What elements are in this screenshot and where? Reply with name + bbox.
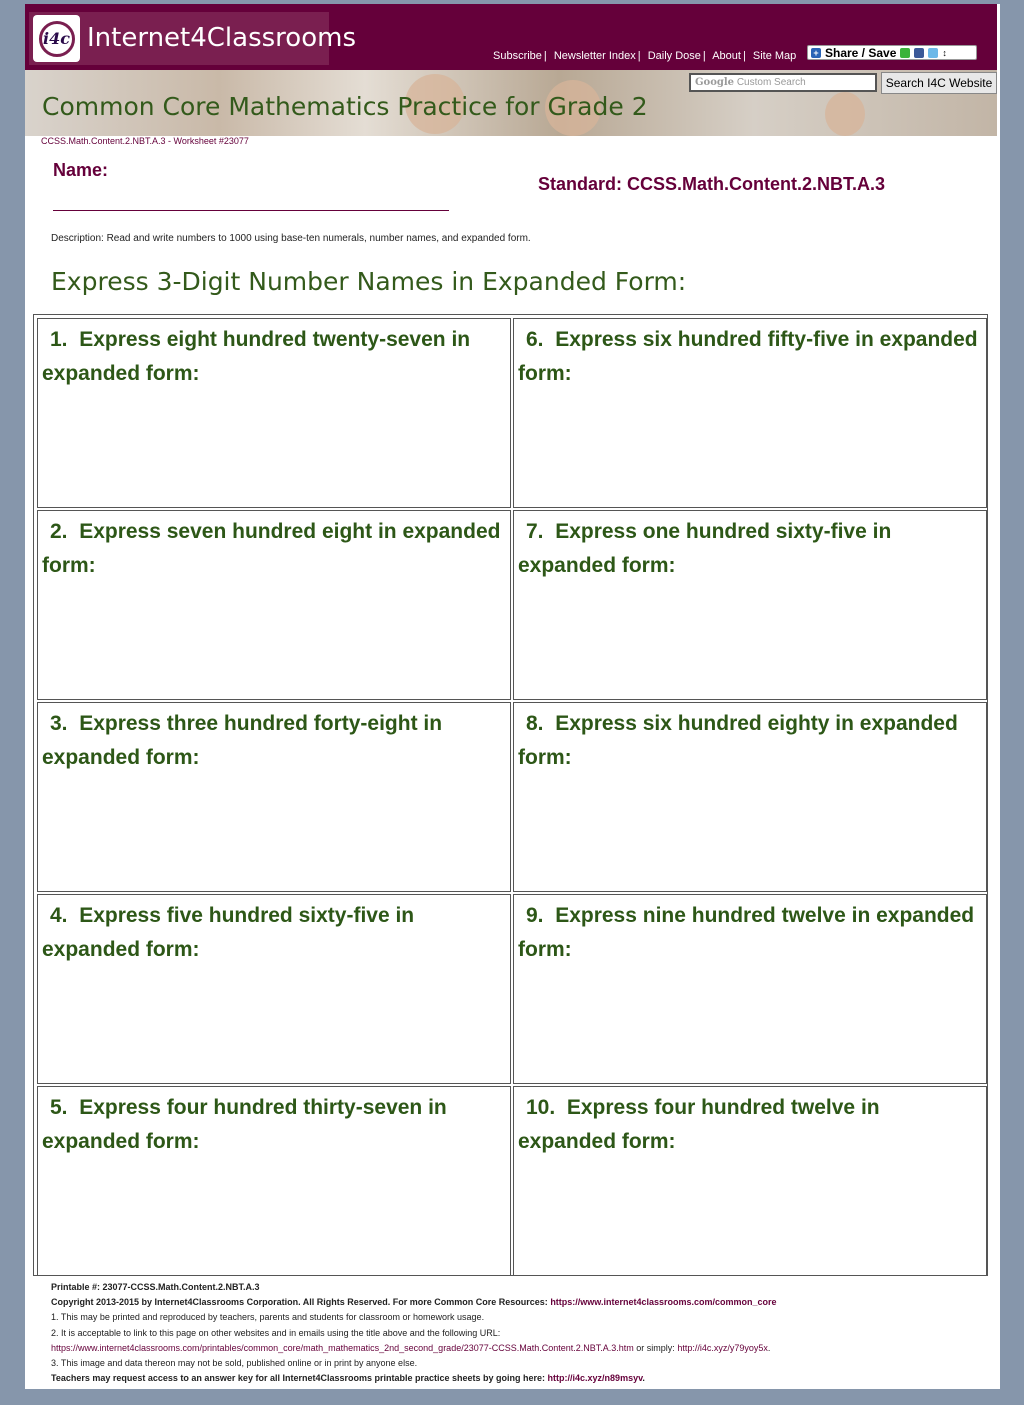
answer-key-note: Teachers may request access to an answer key for all Internet4Classrooms printable practice sheets by going here: http://i4c.xyz/n89msyv.	[51, 1373, 645, 1384]
share-email-icon	[900, 48, 910, 58]
question-number: 9.	[526, 904, 544, 927]
printable-number: Printable #: 23077-CCSS.Math.Content.2.NBT.A.3	[51, 1282, 260, 1292]
question-number: 1.	[50, 328, 68, 351]
question-text: Express one hundred sixty-five in expanded form:	[518, 520, 892, 577]
common-core-link[interactable]: https://www.internet4classrooms.com/common_core	[550, 1297, 777, 1308]
nav-newsletter-index[interactable]: Newsletter Index	[553, 50, 636, 62]
twitter-icon	[928, 48, 938, 58]
question-cell-9	[513, 894, 987, 1084]
question-text: Express three hundred forty-eight in expanded form:	[42, 712, 443, 769]
google-logo: Google	[695, 77, 735, 88]
question-text: Express eight hundred twenty-seven in expanded form:	[42, 328, 471, 385]
breadcrumb: CCSS.Math.Content.2.NBT.A.3 - Worksheet #23077	[41, 136, 249, 146]
question-text: Express seven hundred eight in expanded form:	[42, 520, 501, 577]
name-label: Name:	[53, 160, 109, 180]
nav-about[interactable]: About	[712, 50, 741, 62]
logo-badge-text: i4c	[39, 21, 75, 57]
logo-text: Internet4Classrooms	[87, 23, 356, 53]
facebook-icon	[914, 48, 924, 58]
section-title: Express 3-Digit Number Names in Expanded Form:	[51, 267, 687, 296]
banner-photo-face	[825, 92, 865, 136]
footer	[51, 1280, 777, 1386]
question-grid	[33, 314, 988, 1276]
question-number: 5.	[50, 1096, 68, 1119]
footer-note-1: 1. This may be printed and reproduced by teachers, parents and students for classroom or homework usage.	[51, 1312, 485, 1323]
share-save-button[interactable]	[807, 45, 977, 60]
question-text: Express five hundred sixty-five in expanded form:	[42, 904, 415, 961]
question-cell-10	[513, 1086, 987, 1276]
copyright	[51, 1295, 777, 1310]
question-number: 4.	[50, 904, 68, 927]
question-cell-1	[37, 318, 511, 508]
search-placeholder: Custom Search	[736, 77, 806, 88]
nav-subscribe[interactable]: Subscribe	[493, 50, 542, 62]
question-text: Express six hundred eighty in expanded form:	[518, 712, 958, 769]
standard-label: Standard: CCSS.Math.Content.2.NBT.A.3	[538, 174, 886, 194]
short-url-link[interactable]: http://i4c.xyz/y79yoy5x	[677, 1342, 768, 1353]
question-number: 3.	[50, 712, 68, 735]
question-cell-2	[37, 510, 511, 700]
question-number: 6.	[526, 328, 544, 351]
question-cell-7	[513, 510, 987, 700]
footer-note-2-urls: https://www.internet4classrooms.com/printables/common_core/math_mathematics_2nd_second_grade/23077-CCSS.Math.Content.2.NBT.A.3.htm or simply: http://i4c.xyz/y79yoy5x.	[51, 1342, 771, 1353]
search-button[interactable]: Search I4C Website	[881, 72, 997, 94]
footer-note-3: 3. This image and data thereon may not be sold, published online or in print by anyone else.	[51, 1358, 418, 1369]
description: Description: Read and write numbers to 1000 using base-ten numerals, number names, and expanded form.	[51, 233, 531, 244]
question-cell-3	[37, 702, 511, 892]
question-cell-6	[513, 318, 987, 508]
answer-key-text: Teachers may request access to an answer key for all Internet4Classrooms printable practice sheets by going here:	[51, 1373, 546, 1384]
question-text: Express nine hundred twelve in expanded form:	[518, 904, 975, 961]
question-text: Express six hundred fifty-five in expanded form:	[518, 328, 978, 385]
copyright-text: Copyright 2013-2015 by Internet4Classrooms Corporation. All Rights Reserved. For more Common Core Resources:	[51, 1297, 548, 1308]
site-header	[25, 4, 997, 70]
share-plus-icon: +	[811, 48, 821, 58]
site-logo[interactable]	[29, 12, 356, 65]
nav-daily-dose[interactable]: Daily Dose	[647, 50, 701, 62]
question-cell-8	[513, 702, 987, 892]
logo-badge	[33, 15, 80, 62]
share-label: Share / Save	[825, 45, 897, 60]
question-text: Express four hundred twelve in expanded form:	[518, 1096, 880, 1153]
worksheet-url-link[interactable]: https://www.internet4classrooms.com/printables/common_core/math_mathematics_2nd_second_grade/23077-CCSS.Math.Content.2.NBT.A.3.htm	[51, 1342, 634, 1353]
page	[25, 4, 1000, 1389]
nav-site-map[interactable]: Site Map	[752, 50, 797, 62]
answer-key-link[interactable]: http://i4c.xyz/n89msyv	[547, 1373, 643, 1384]
name-line	[53, 210, 449, 211]
question-text: Express four hundred thirty-seven in expanded form:	[42, 1096, 447, 1153]
question-number: 2.	[50, 520, 68, 543]
search-input[interactable]	[689, 73, 877, 92]
share-dropdown-icon: ↕	[942, 47, 947, 58]
question-number: 8.	[526, 712, 544, 735]
url-or-text: or simply:	[633, 1342, 678, 1353]
question-cell-4	[37, 894, 511, 1084]
question-number: 7.	[526, 520, 544, 543]
question-number: 10.	[526, 1096, 556, 1119]
footer-note-2: 2. It is acceptable to link to this page on other websites and in emails using the title above and the following URL:	[51, 1327, 501, 1338]
question-cell-5	[37, 1086, 511, 1276]
top-nav: Subscribe | Newsletter Index | Daily Dose | About | Site Map	[493, 50, 797, 62]
page-title: Common Core Mathematics Practice for Grade 2	[42, 92, 648, 121]
